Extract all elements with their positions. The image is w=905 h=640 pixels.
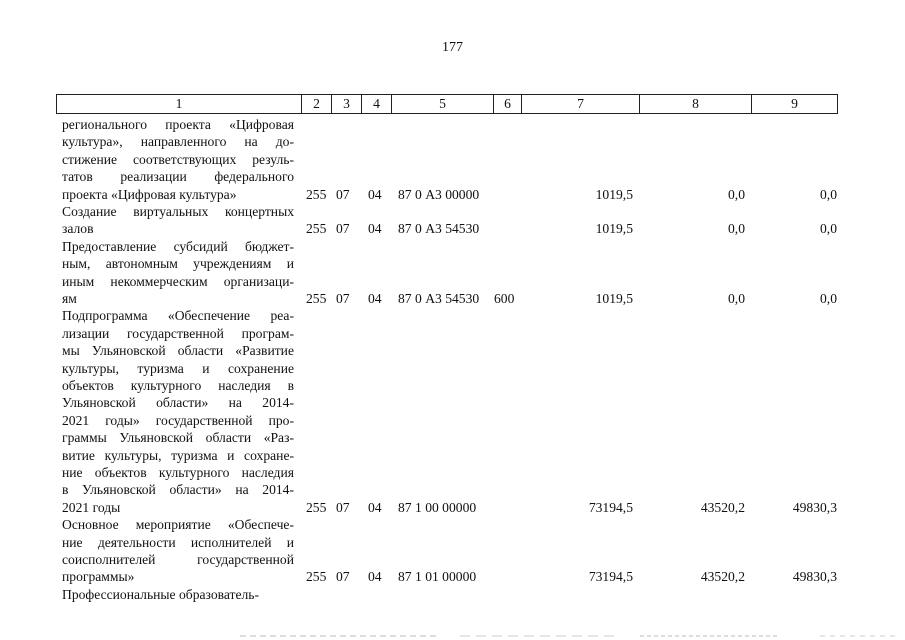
header-col-7: 7 — [521, 95, 639, 113]
page-number: 177 — [442, 40, 463, 55]
cell-c9: 49830,3 — [792, 569, 837, 585]
header-col-2: 2 — [301, 95, 331, 113]
header-col-5: 5 — [391, 95, 493, 113]
cell-c4: 04 — [368, 186, 382, 202]
row-name-line: культуры, туризма и сохранение — [62, 360, 294, 376]
row-name-line: лизации государственной програм- — [62, 325, 294, 341]
row-name-line: в Ульяновской области» на 2014- — [62, 482, 294, 498]
table-header — [56, 94, 838, 114]
cell-c5: 87 1 01 00000 — [398, 569, 477, 585]
row-name — [62, 116, 294, 203]
cell-c9: 0,0 — [820, 221, 837, 237]
cell-c7: 1019,5 — [595, 221, 633, 237]
cell-c2: 255 — [306, 221, 327, 237]
header-col-6: 6 — [493, 95, 521, 113]
row-name-line: ние деятельности исполнителей и — [62, 534, 294, 550]
cell-c4: 04 — [368, 569, 382, 585]
table-row — [0, 238, 905, 308]
cell-c3: 07 — [336, 499, 350, 515]
row-name-line: Создание виртуальных концертных — [62, 204, 294, 219]
cell-c6: 600 — [494, 290, 515, 306]
row-name-line: 2021 годы» государственной про- — [62, 412, 294, 428]
row-name-line: объектов культурного наследия в — [62, 378, 294, 394]
row-name-line: регионального проекта «Цифровая — [62, 117, 294, 132]
row-name — [62, 516, 294, 586]
cell-c3: 07 — [336, 569, 350, 585]
table-row — [0, 586, 905, 603]
header-col-1: 1 — [175, 96, 183, 111]
row-name-line: Ульяновской области» на 2014- — [62, 395, 294, 411]
header-col-3: 3 — [331, 95, 361, 113]
row-name-line: мы Ульяновской области «Развитие — [62, 343, 294, 359]
row-name — [62, 307, 294, 516]
cell-c8: 0,0 — [728, 186, 745, 202]
cell-c9: 0,0 — [820, 186, 837, 202]
row-name-line: ям — [62, 291, 77, 307]
header-col-9: 9 — [751, 95, 837, 113]
cell-c7: 73194,5 — [588, 569, 633, 585]
row-name-line: залов — [62, 221, 94, 237]
row-name-line: культура», направленного на до- — [62, 134, 294, 150]
row-name-line: Профессиональные образователь- — [62, 586, 260, 602]
row-name-line: иным некоммерческим организаци- — [62, 273, 294, 289]
cell-c4: 04 — [368, 290, 382, 306]
cell-c5: 87 0 А3 00000 — [398, 186, 480, 202]
table-row — [0, 516, 905, 586]
cell-c2: 255 — [306, 499, 327, 515]
cell-c8: 43520,2 — [700, 499, 745, 515]
cell-c3: 07 — [336, 186, 350, 202]
row-name-line: Предоставление субсидий бюджет- — [62, 238, 294, 254]
row-name-line: татов реализации федерального — [62, 169, 294, 185]
cell-c7: 1019,5 — [595, 186, 633, 202]
header-col-8: 8 — [639, 95, 751, 113]
cell-c5: 87 1 00 00000 — [398, 499, 477, 515]
cell-c9: 49830,3 — [792, 499, 837, 515]
cell-c5: 87 0 А3 54530 — [398, 221, 480, 237]
cell-c9: 0,0 — [820, 290, 837, 306]
cell-c7: 73194,5 — [588, 499, 633, 515]
table-row — [0, 307, 905, 516]
row-name — [62, 238, 294, 308]
row-name-line: ным, автономным учреждениям и — [62, 256, 294, 272]
table-row — [0, 116, 905, 203]
row-name-line: проекта «Цифровая культура» — [62, 186, 237, 202]
row-name-line: Основное мероприятие «Обеспече- — [62, 517, 294, 533]
cell-c3: 07 — [336, 290, 350, 306]
row-name-line: граммы Ульяновской области «Раз- — [62, 430, 294, 446]
cell-c3: 07 — [336, 221, 350, 237]
cell-c2: 255 — [306, 569, 327, 585]
cell-c2: 255 — [306, 186, 327, 202]
row-name-line: Подпрограмма «Обеспечение реа- — [62, 308, 294, 324]
row-name-line: 2021 годы — [62, 499, 121, 515]
cell-c2: 255 — [306, 290, 327, 306]
cell-c8: 0,0 — [728, 290, 745, 306]
row-name-line: ние объектов культурного наследия — [62, 465, 294, 481]
table-row — [0, 203, 905, 238]
row-name-line: соисполнителей государственной — [62, 552, 294, 567]
cell-c8: 43520,2 — [700, 569, 745, 585]
row-name-line: витие культуры, туризма и сохране- — [62, 447, 294, 463]
cell-c4: 04 — [368, 499, 382, 515]
row-name-line: программы» — [62, 569, 135, 585]
header-col-4: 4 — [361, 95, 391, 113]
cell-c8: 0,0 — [728, 221, 745, 237]
row-name — [62, 586, 294, 603]
cell-c5: 87 0 А3 54530 — [398, 290, 480, 306]
row-name-line: стижение соответствующих резуль- — [62, 151, 294, 167]
scan-artifact-marks — [0, 632, 905, 640]
row-name — [62, 203, 294, 238]
cell-c4: 04 — [368, 221, 382, 237]
cell-c7: 1019,5 — [595, 290, 633, 306]
